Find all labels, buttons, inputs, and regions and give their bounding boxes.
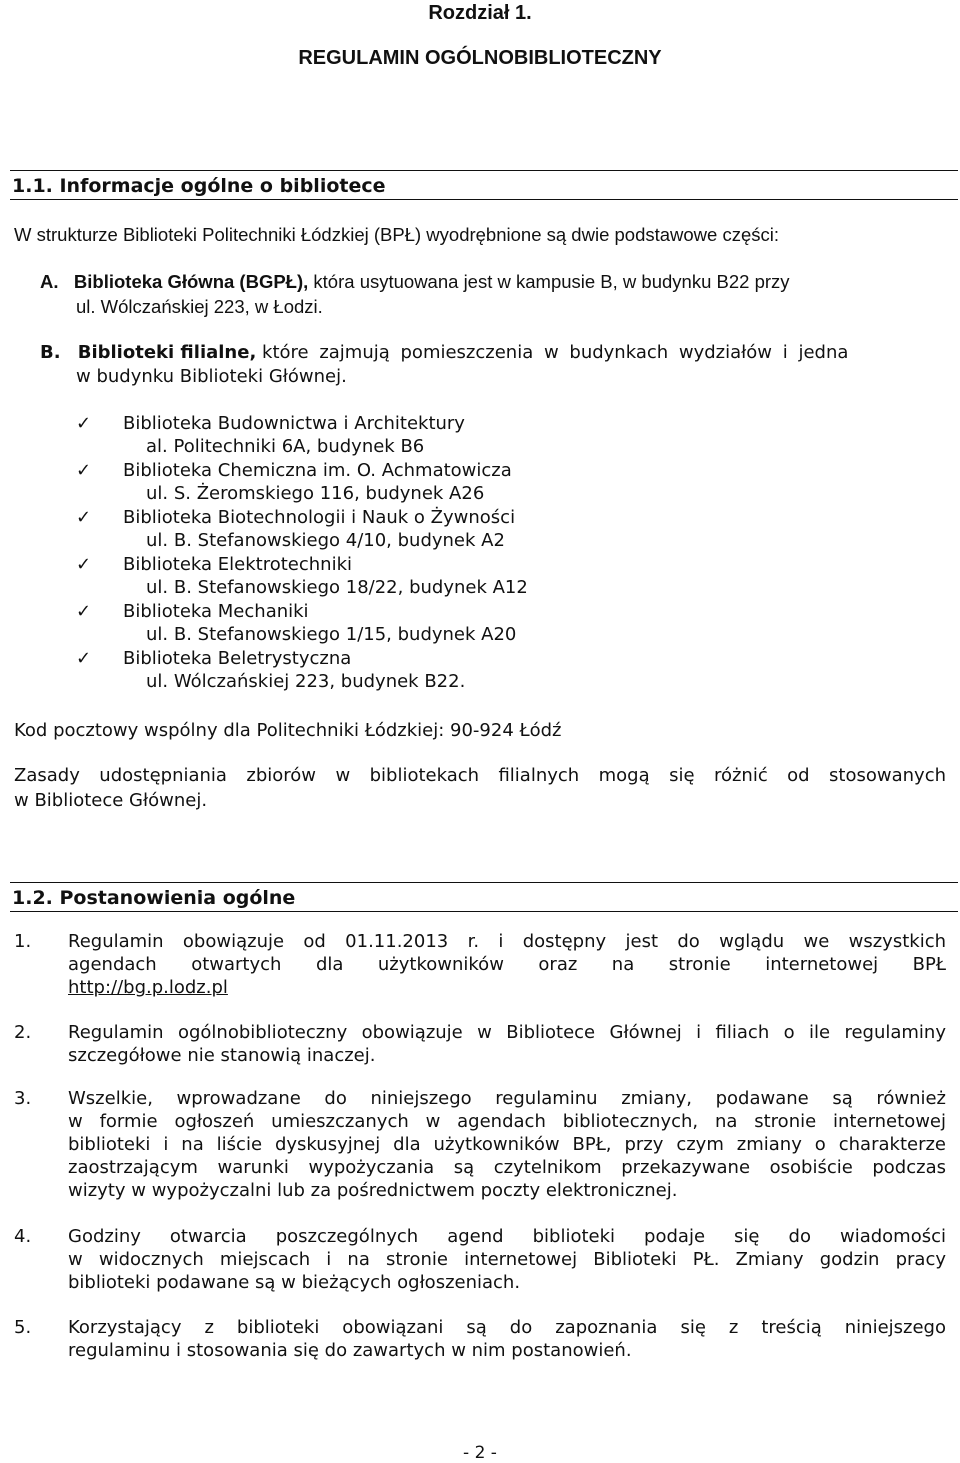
provision-line: Godziny otwarcia poszczególnych agend biblioteki podaje się do wiadomości	[68, 1226, 946, 1247]
part-a-line-1	[40, 271, 790, 293]
provision-line: Wszelkie, wprowadzane do niniejszego regulaminu zmiany, podawane są również	[68, 1088, 946, 1109]
provision-line: wizyty w wypożyczalni lub za pośrednictwem poczty elektronicznej.	[68, 1180, 678, 1201]
provision-line: Regulamin obowiązuje od 01.11.2013 r. i dostępny jest do wglądu we wszystkich	[68, 931, 946, 952]
check-icon: ✓	[76, 554, 92, 575]
section-heading-1-2: 1.2. Postanowienia ogólne	[10, 882, 958, 912]
provision-line: Korzystający z biblioteki obowiązani są do zapoznania się z treścią niniejszego	[68, 1317, 946, 1338]
provision-number: 1.	[14, 931, 32, 952]
provision-line: biblioteki i na liście dyskusyjnej dla użytkowników BPŁ, przy czym zmiany o charakterze	[68, 1134, 946, 1155]
provision-line: Regulamin ogólnobiblioteczny obowiązuje w Bibliotece Głównej i filiach o ile regulaminy	[68, 1022, 946, 1043]
part-a-text: która usytuowana jest w kampusie B, w budynku B22 przy	[313, 271, 790, 292]
branch-address: ul. Wólczańskiej 223, budynek B22.	[146, 671, 466, 692]
provision-line: biblioteki podawane są w bieżących ogłoszeniach.	[68, 1272, 521, 1293]
part-b-letter: B.	[40, 342, 61, 363]
part-b-text: które zajmują pomieszczenia w budynkach wydziałów i jedna	[262, 342, 849, 363]
branch-address: al. Politechniki 6A, budynek B6	[146, 436, 425, 457]
part-b-line-2: w budynku Biblioteki Głównej.	[76, 366, 347, 387]
branch-name: Biblioteka Chemiczna im. O. Achmatowicza	[123, 460, 512, 481]
provision-line: regulaminu i stosowania się do zawartych w nim postanowień.	[68, 1340, 632, 1361]
part-a-line-2: ul. Wólczańskiej 223, w Łodzi.	[76, 296, 323, 317]
provision-number: 4.	[14, 1226, 32, 1247]
website-link[interactable]: http://bg.p.lodz.pl	[68, 977, 228, 998]
intro-text: W strukturze Biblioteki Politechniki Łódzkiej (BPŁ) wyodrębnione są dwie podstawowe części:	[14, 224, 780, 245]
branch-address: ul. B. Stefanowskiego 18/22, budynek A12	[146, 577, 528, 598]
provision-line: szczegółowe nie stanowią inaczej.	[68, 1045, 376, 1066]
provision-line: w widocznych miejscach i na stronie internetowej Biblioteki PŁ. Zmiany godzin pracy	[68, 1249, 946, 1270]
chapter-title: REGULAMIN OGÓLNOBIBLIOTECZNY	[298, 47, 662, 69]
rules-line-1: Zasady udostępniania zbiorów w bibliotekach filialnych mogą się różnić od stosowanych	[14, 765, 946, 786]
branch-name: Biblioteka Budownictwa i Architektury	[123, 413, 465, 434]
branch-address: ul. B. Stefanowskiego 4/10, budynek A2	[146, 530, 505, 551]
branch-name: Biblioteka Mechaniki	[123, 601, 309, 622]
check-icon: ✓	[76, 648, 92, 669]
check-icon: ✓	[76, 413, 92, 434]
check-icon: ✓	[76, 460, 92, 481]
part-a-letter: A.	[40, 271, 59, 292]
branch-address: ul. S. Żeromskiego 116, budynek A26	[146, 483, 485, 504]
part-b-title: Biblioteki filialne,	[77, 342, 257, 363]
provision-line: zaostrzającym warunki wypożyczania są czytelnikom przekazywane osobiście podczas	[68, 1157, 946, 1178]
branch-name: Biblioteka Biotechnologii i Nauk o Żywności	[123, 507, 516, 528]
provision-number: 5.	[14, 1317, 32, 1338]
rules-line-2: w Bibliotece Głównej.	[14, 790, 208, 811]
provision-number: 2.	[14, 1022, 32, 1043]
branch-address: ul. B. Stefanowskiego 1/15, budynek A20	[146, 624, 517, 645]
part-a-title: Biblioteka Główna (BGPŁ),	[73, 271, 309, 292]
check-icon: ✓	[76, 507, 92, 528]
provision-number: 3.	[14, 1088, 32, 1109]
branch-name: Biblioteka Elektrotechniki	[123, 554, 352, 575]
provision-line: agendach otwartych dla użytkowników oraz na stronie internetowej BPŁ	[68, 954, 946, 975]
postal-code-text: Kod pocztowy wspólny dla Politechniki Łódzkiej: 90-924 Łódź	[14, 720, 562, 741]
branch-name: Biblioteka Beletrystyczna	[123, 648, 352, 669]
check-icon: ✓	[76, 601, 92, 622]
section-heading-1-1: 1.1. Informacje ogólne o bibliotece	[10, 170, 958, 200]
page-number: - 2 -	[463, 1443, 497, 1463]
part-b-line-1	[40, 342, 946, 363]
provision-line: w formie ogłoszeń umieszczanych w agendach bibliotecznych, na stronie internetowej	[68, 1111, 946, 1132]
chapter-label: Rozdział 1.	[428, 2, 532, 24]
